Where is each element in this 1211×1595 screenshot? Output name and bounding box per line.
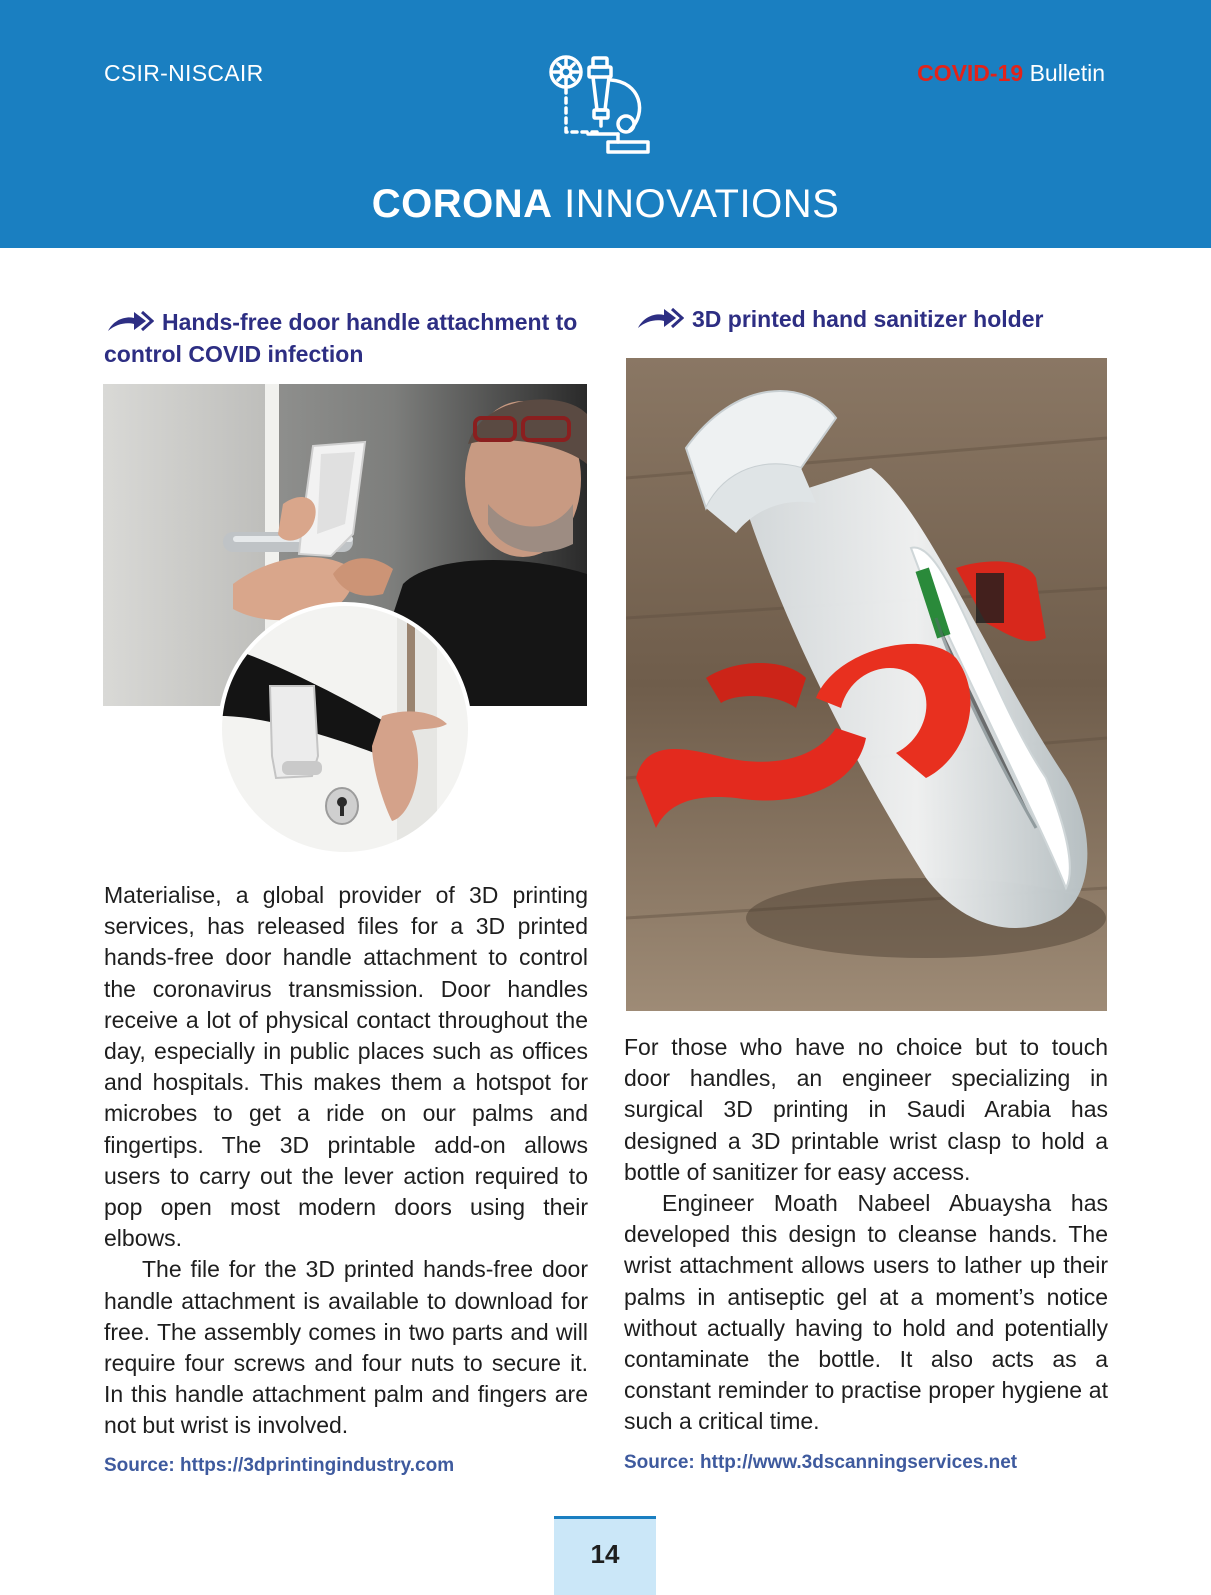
arrow-icon: [634, 306, 684, 332]
covid-label: COVID-19: [917, 60, 1024, 86]
left-article-heading-text: Hands-free door handle attachment to control COVID infection: [104, 309, 578, 367]
bulletin-label: [917, 60, 1105, 87]
left-article-heading: [104, 306, 592, 370]
right-paragraph-1: For those who have no choice but to touch door handles, an engineer specializing in surgical 3D printing in Saudi Arabia has designed a 3D printable wrist clasp to hold a bottle of sanitizer for easy access.: [624, 1034, 1108, 1185]
right-source-link[interactable]: Source: http://www.3dscanningservices.net: [624, 1452, 1018, 1473]
left-paragraph-1: Materialise, a global provider of 3D printing services, has released files for a 3D printed hands-free door handle attachment to control the coronavirus transmission. Door handles receive a lot of physical contact throughout the day, especially in public places such as offices and hospitals. This makes them a hotspot for microbes to get a ride on our palms and fingertips. The 3D printable add-on allows users to carry out the lever action required to pop open most modern doors using their elbows.: [104, 882, 588, 1252]
section-title: [0, 182, 1211, 227]
sanitizer-holder-photo: [626, 358, 1107, 1011]
microscope-icon: [548, 52, 660, 160]
right-article-heading: [634, 303, 1114, 335]
left-paragraph-2: The file for the 3D printed hands-free door handle attachment is available to download for free. The assembly comes in two parts and will require four screws and four nuts to secure it. In this handle attachment palm and fingers are not but wrist is involved.: [104, 1256, 588, 1439]
page-number: 14: [554, 1516, 656, 1595]
left-source-link[interactable]: Source: https://3dprintingindustry.com: [104, 1455, 455, 1476]
elbow-inset-photo: [218, 602, 472, 856]
page-header: [0, 0, 1211, 248]
right-paragraph-2: Engineer Moath Nabeel Abuaysha has developed this design to cleanse hands. The wrist attachment allows users to lather up their palms in antiseptic gel at a moment’s notice without actually having to hold and potentially contaminate the bottle. It also acts as a constant reminder to practise proper hygiene at such a critical time.: [624, 1190, 1108, 1435]
section-title-rest: INNOVATIONS: [564, 182, 840, 226]
org-name: CSIR-NISCAIR: [104, 60, 264, 86]
section-title-bold: CORONA: [371, 182, 553, 226]
arrow-icon: [104, 309, 154, 335]
bulletin-word: Bulletin: [1029, 60, 1105, 86]
right-article-body: [624, 1032, 1108, 1438]
left-article-body: [104, 880, 588, 1442]
right-article-heading-text: 3D printed hand sanitizer holder: [692, 306, 1044, 332]
